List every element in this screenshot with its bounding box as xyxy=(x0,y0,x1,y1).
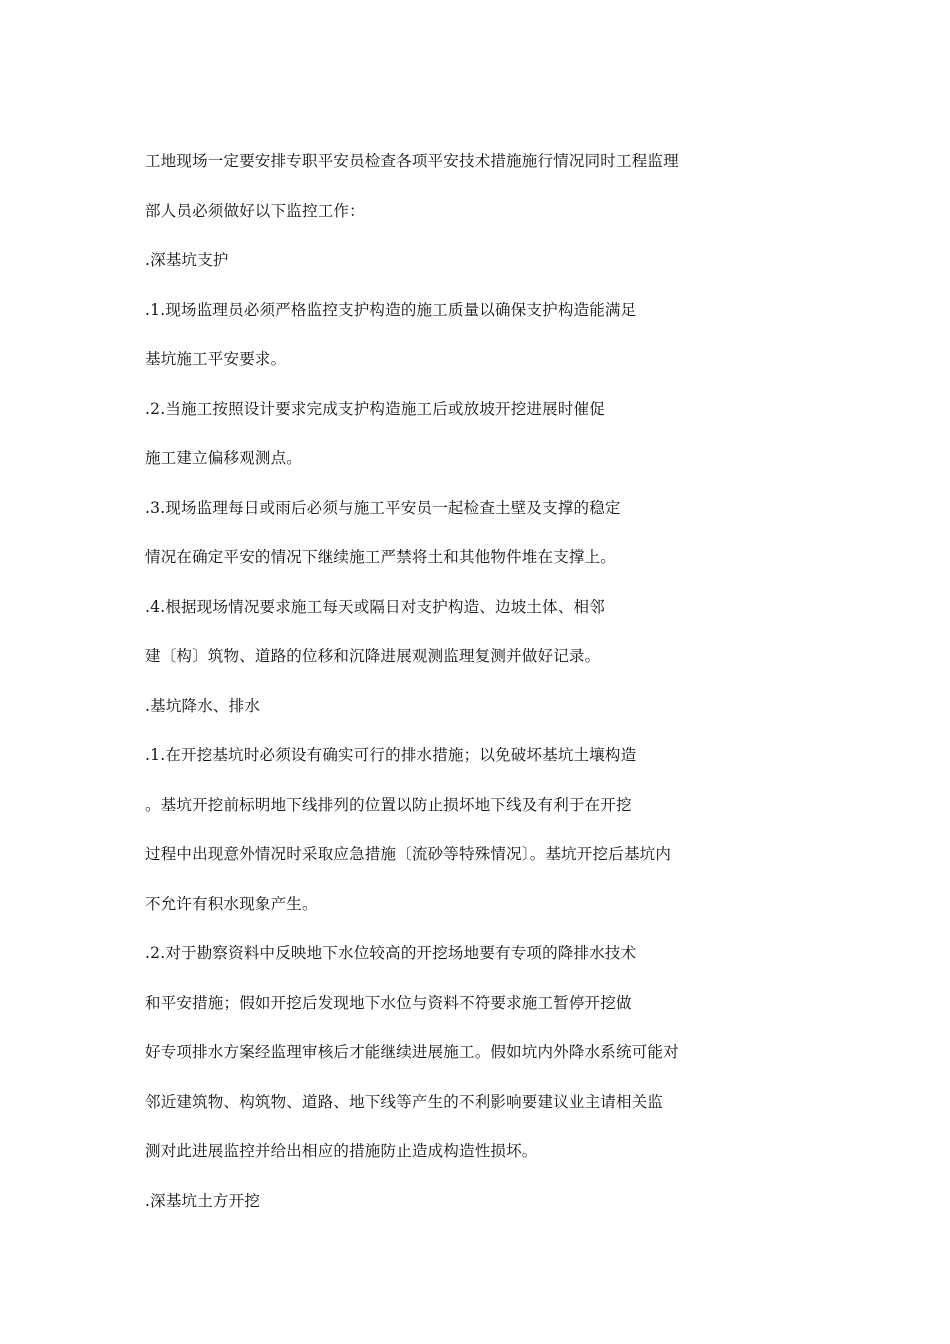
text-line: .3.现场监理每日或雨后必须与施工平安员一起检查土壁及支撑的稳定 xyxy=(145,498,621,517)
text-line: .4.根据现场情况要求施工每天或隔日对支护构造、边坡土体、相邻 xyxy=(145,597,605,616)
text-line: 工地现场一定要安排专职平安员检查各项平安技术措施施行情况同时工程监理 xyxy=(145,152,679,170)
text-line: 情况在确定平安的情况下继续施工严禁将土和其他物件堆在支撑上。 xyxy=(145,548,617,566)
text-line: 过程中出现意外情况时采取应急措施〔流砂等特殊情况〕。基坑开挖后基坑内 xyxy=(145,845,672,863)
text-line: .1.在开挖基坑时必须设有确实可行的排水措施；以免破坏基坑土壤构造 xyxy=(145,746,637,764)
section-heading: .深基坑土方开挖 xyxy=(145,1191,261,1210)
text-line: 建〔构〕筑物、道路的位移和沉降进展观测监理复测并做好记录。 xyxy=(145,647,601,665)
text-line: 邻近建筑物、构筑物、道路、地下线等产生的不利影响要建议业主请相关监 xyxy=(145,1092,664,1111)
text-line: .1.现场监理员必须严格监控支护构造的施工质量以确保支护构造能满足 xyxy=(145,300,637,319)
document-body xyxy=(145,148,785,1237)
text-line: 施工建立偏移观测点。 xyxy=(145,449,303,467)
text-line: 和平安措施；假如开挖后发现地下水位与资料不符要求施工暂停开挖做 xyxy=(145,993,632,1012)
text-line: 部人员必须做好以下监控工作： xyxy=(145,201,365,220)
section-heading: .深基坑支护 xyxy=(145,251,229,269)
text-line: 。基坑开挖前标明地下线排列的位置以防止损坏地下线及有利于在开挖 xyxy=(145,795,632,814)
text-line: .2.对于勘察资料中反映地下水位较高的开挖场地要有专项的降排水技术 xyxy=(145,944,637,962)
text-line: 基坑施工平安要求。 xyxy=(145,350,287,368)
text-line: .2.当施工按照设计要求完成支护构造施工后或放坡开挖进展时催促 xyxy=(145,399,605,418)
text-line: 不允许有积水现象产生。 xyxy=(145,894,318,913)
text-line: 测对此进展监控并给出相应的措施防止造成构造性损坏。 xyxy=(145,1142,538,1160)
section-heading: .基坑降水、排水 xyxy=(145,696,261,715)
text-line: 好专项排水方案经监理审核后才能继续进展施工。假如坑内外降水系统可能对 xyxy=(145,1043,679,1061)
